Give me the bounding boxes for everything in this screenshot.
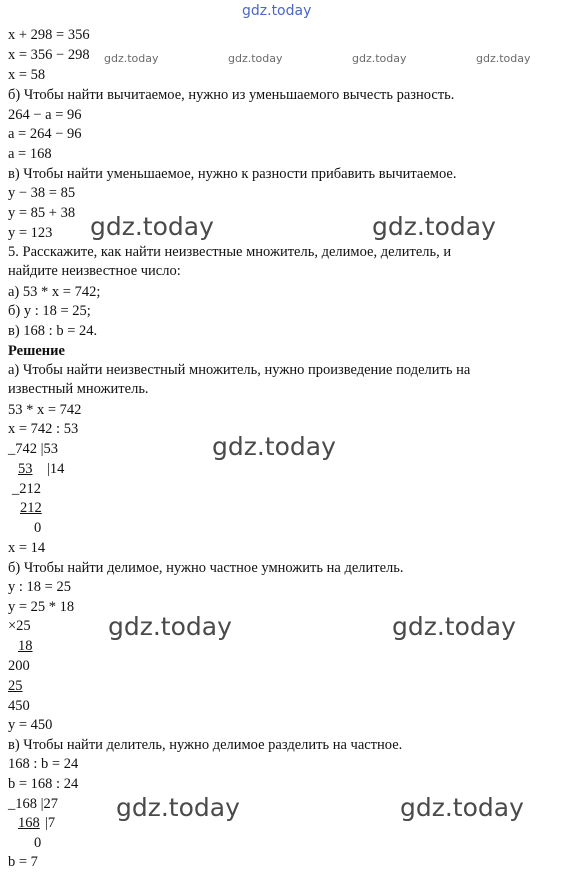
watermark-big: gdz.today (116, 793, 240, 822)
text-line: a = 168 (8, 146, 52, 162)
watermark-big: gdz.today (400, 793, 524, 822)
task-5-statement: 5. Расскажите, как найти неизвестные множитель, делимое, делитель, и (8, 244, 452, 260)
rule-factor: а) Чтобы найти неизвестный множитель, нужно произведение поделить на (8, 362, 471, 378)
text-line: 264 − a = 96 (8, 107, 82, 123)
text-line: a = 264 − 96 (8, 126, 82, 142)
watermark-small: gdz.today (228, 52, 283, 65)
solution-heading: Решение (8, 343, 65, 359)
text-line: y = 450 (8, 717, 53, 733)
watermark-big: gdz.today (392, 612, 516, 641)
text-line: y − 38 = 85 (8, 185, 76, 201)
watermark-small: gdz.today (476, 52, 531, 65)
multiplication-row: 25 (8, 678, 23, 694)
rule-subtrahend: б) Чтобы найти вычитаемое, нужно из уменьшаемого вычесть разность. (8, 87, 455, 103)
multiplication-row: 200 (8, 658, 30, 674)
division-row: 53 (18, 461, 33, 477)
division-row: _742 |53 (8, 441, 59, 457)
text-line: x = 356 − 298 (8, 47, 90, 63)
multiplication-row: 450 (8, 698, 30, 714)
multiplication-row: ×25 (8, 618, 31, 634)
division-row: 0 (34, 835, 42, 851)
division-row: |14 (47, 461, 65, 477)
text-line: x + 298 = 356 (8, 27, 90, 43)
watermark-big: gdz.today (212, 432, 336, 461)
rule-divisor: в) Чтобы найти делитель, нужно делимое разделить на частное. (8, 737, 403, 753)
text-line: y = 25 * 18 (8, 599, 75, 615)
text-line: y = 85 + 38 (8, 205, 76, 221)
watermark-big: gdz.today (90, 212, 214, 241)
watermark-big: gdz.today (108, 612, 232, 641)
text-line: x = 742 : 53 (8, 421, 79, 437)
text-line: 53 * x = 742 (8, 402, 82, 418)
multiplication-row: 18 (18, 638, 33, 654)
task-5-statement: найдите неизвестное число: (8, 263, 181, 279)
watermark-small: gdz.today (352, 52, 407, 65)
text-line: 168 : b = 24 (8, 756, 79, 772)
text-line: y = 123 (8, 225, 53, 241)
rule-factor: известный множитель. (8, 381, 149, 397)
watermark-top: gdz.today (242, 3, 312, 19)
division-row: _168 |27 (8, 796, 59, 812)
task-item: в) 168 : b = 24. (8, 323, 98, 339)
watermark-small: gdz.today (104, 52, 159, 65)
division-row: |7 (45, 815, 56, 831)
division-row: 0 (34, 520, 42, 536)
division-row: _212 (12, 481, 41, 497)
text-line: b = 168 : 24 (8, 776, 79, 792)
rule-dividend: б) Чтобы найти делимое, нужно частное умножить на делитель. (8, 560, 404, 576)
watermark-big: gdz.today (372, 212, 496, 241)
task-item: а) 53 * x = 742; (8, 284, 101, 300)
division-row: 168 (18, 815, 40, 831)
division-row: 212 (20, 500, 42, 516)
text-line: x = 14 (8, 540, 46, 556)
task-item: б) y : 18 = 25; (8, 303, 91, 319)
text-line: b = 7 (8, 854, 38, 870)
text-line: y : 18 = 25 (8, 579, 71, 595)
text-line: x = 58 (8, 67, 46, 83)
rule-minuend: в) Чтобы найти уменьшаемое, нужно к разности прибавить вычитаемое. (8, 166, 457, 182)
